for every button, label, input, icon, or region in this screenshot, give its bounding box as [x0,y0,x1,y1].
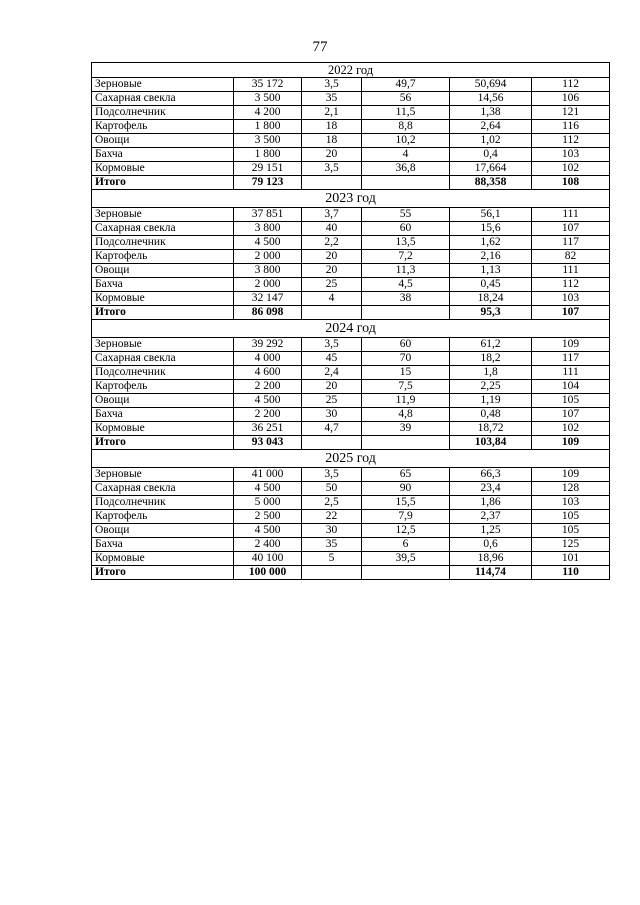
volume-cell: 0,4 [450,148,532,162]
value-cell: 56 [362,92,450,106]
yield-cell: 20 [302,148,362,162]
area-cell: 4 200 [234,106,302,120]
value-cell: 36,8 [362,162,450,176]
area-cell: 2 500 [234,510,302,524]
volume-cell: 1,62 [450,236,532,250]
yield-cell: 4,7 [302,422,362,436]
index-cell: 103 [532,496,610,510]
table-row [92,552,610,566]
index-cell: 108 [532,176,610,190]
value-cell: 15 [362,366,450,380]
table-row [92,222,610,236]
area-cell: 4 500 [234,236,302,250]
page-number: 77 [312,39,328,55]
yield-cell: 2,1 [302,106,362,120]
area-cell: 4 000 [234,352,302,366]
volume-cell: 1,19 [450,394,532,408]
index-cell: 117 [532,352,610,366]
total-row [92,436,610,450]
yield-cell: 3,5 [302,162,362,176]
crop-name-cell: Подсолнечник [92,366,234,380]
crop-name-cell: Подсолнечник [92,106,234,120]
value-cell: 70 [362,352,450,366]
yield-cell: 3,7 [302,208,362,222]
volume-cell: 1,13 [450,264,532,278]
volume-cell: 0,48 [450,408,532,422]
volume-cell: 61,2 [450,338,532,352]
value-cell: 11,5 [362,106,450,120]
table-row [92,366,610,380]
table-row [92,92,610,106]
index-cell: 103 [532,148,610,162]
volume-cell: 17,664 [450,162,532,176]
area-cell: 35 172 [234,78,302,92]
area-cell: 2 400 [234,538,302,552]
area-cell: 79 123 [234,176,302,190]
crop-name-cell: Зерновые [92,78,234,92]
area-cell: 36 251 [234,422,302,436]
value-cell: 4,5 [362,278,450,292]
year-header-row [92,450,610,468]
area-cell: 1 800 [234,120,302,134]
crop-name-cell: Зерновые [92,208,234,222]
table-row [92,510,610,524]
total-row [92,176,610,190]
crop-name-cell: Картофель [92,120,234,134]
crop-name-cell: Зерновые [92,338,234,352]
value-cell: 60 [362,338,450,352]
value-cell: 7,2 [362,250,450,264]
year-heading: 2022 год [92,63,610,78]
value-cell: 10,2 [362,134,450,148]
volume-cell: 103,84 [450,436,532,450]
volume-cell: 18,96 [450,552,532,566]
value-cell: 7,5 [362,380,450,394]
crop-name-cell: Итого [92,306,234,320]
yield-cell: 50 [302,482,362,496]
table-row [92,394,610,408]
area-cell: 5 000 [234,496,302,510]
value-cell [362,176,450,190]
crop-name-cell: Бахча [92,408,234,422]
volume-cell: 66,3 [450,468,532,482]
crop-name-cell: Бахча [92,278,234,292]
table-row [92,408,610,422]
yield-cell: 45 [302,352,362,366]
total-row [92,306,610,320]
index-cell: 102 [532,162,610,176]
crop-name-cell: Картофель [92,250,234,264]
value-cell: 90 [362,482,450,496]
value-cell: 11,3 [362,264,450,278]
crop-name-cell: Овощи [92,524,234,538]
value-cell [362,566,450,580]
index-cell: 117 [532,236,610,250]
table-row [92,278,610,292]
table-row [92,148,610,162]
value-cell [362,306,450,320]
value-cell: 38 [362,292,450,306]
yield-cell: 18 [302,134,362,148]
total-row [92,566,610,580]
volume-cell: 1,86 [450,496,532,510]
crop-name-cell: Кормовые [92,422,234,436]
table-row [92,120,610,134]
volume-cell: 2,25 [450,380,532,394]
value-cell: 39 [362,422,450,436]
volume-cell: 0,6 [450,538,532,552]
volume-cell: 1,38 [450,106,532,120]
crop-name-cell: Сахарная свекла [92,92,234,106]
yield-cell: 20 [302,250,362,264]
yield-cell: 25 [302,278,362,292]
year-header-row [92,190,610,208]
volume-cell: 2,64 [450,120,532,134]
volume-cell: 2,37 [450,510,532,524]
index-cell: 112 [532,278,610,292]
value-cell: 4,8 [362,408,450,422]
crop-name-cell: Подсолнечник [92,236,234,250]
value-cell: 4 [362,148,450,162]
value-cell: 8,8 [362,120,450,134]
value-cell: 55 [362,208,450,222]
volume-cell: 88,358 [450,176,532,190]
value-cell: 15,5 [362,496,450,510]
area-cell: 2 000 [234,278,302,292]
index-cell: 112 [532,78,610,92]
index-cell: 121 [532,106,610,120]
yield-cell: 20 [302,264,362,278]
volume-cell: 56,1 [450,208,532,222]
table-row [92,250,610,264]
table-row [92,292,610,306]
yield-cell: 30 [302,524,362,538]
area-cell: 4 500 [234,394,302,408]
value-cell: 7,9 [362,510,450,524]
yield-cell [302,306,362,320]
index-cell: 111 [532,208,610,222]
volume-cell: 14,56 [450,92,532,106]
table-row [92,482,610,496]
crop-name-cell: Сахарная свекла [92,482,234,496]
table-row [92,380,610,394]
crop-name-cell: Бахча [92,538,234,552]
crop-name-cell: Сахарная свекла [92,222,234,236]
index-cell: 128 [532,482,610,496]
index-cell: 105 [532,510,610,524]
index-cell: 107 [532,408,610,422]
table-row [92,338,610,352]
crop-name-cell: Итого [92,436,234,450]
index-cell: 105 [532,394,610,408]
value-cell: 6 [362,538,450,552]
value-cell: 49,7 [362,78,450,92]
index-cell: 109 [532,338,610,352]
area-cell: 37 851 [234,208,302,222]
year-heading: 2025 год [92,450,610,468]
index-cell: 111 [532,264,610,278]
crop-name-cell: Кормовые [92,552,234,566]
yield-cell: 2,2 [302,236,362,250]
table-row [92,208,610,222]
area-cell: 4 500 [234,524,302,538]
index-cell: 107 [532,306,610,320]
index-cell: 101 [532,552,610,566]
index-cell: 102 [532,422,610,436]
index-cell: 104 [532,380,610,394]
crop-name-cell: Картофель [92,510,234,524]
crop-name-cell: Бахча [92,148,234,162]
value-cell [362,436,450,450]
table-row [92,78,610,92]
yield-cell: 35 [302,92,362,106]
yield-cell: 20 [302,380,362,394]
volume-cell: 23,4 [450,482,532,496]
yield-cell: 5 [302,552,362,566]
area-cell: 4 600 [234,366,302,380]
yield-cell: 2,5 [302,496,362,510]
value-cell: 12,5 [362,524,450,538]
yield-cell: 3,5 [302,468,362,482]
table-row [92,524,610,538]
crop-name-cell: Подсолнечник [92,496,234,510]
area-cell: 3 800 [234,222,302,236]
value-cell: 13,5 [362,236,450,250]
area-cell: 2 200 [234,380,302,394]
value-cell: 39,5 [362,552,450,566]
yield-cell: 18 [302,120,362,134]
year-header-row [92,320,610,338]
area-cell: 93 043 [234,436,302,450]
volume-cell: 2,16 [450,250,532,264]
volume-cell: 18,72 [450,422,532,436]
year-heading: 2024 год [92,320,610,338]
table-row [92,496,610,510]
crop-name-cell: Овощи [92,134,234,148]
year-header-row [92,63,610,78]
index-cell: 110 [532,566,610,580]
value-cell: 60 [362,222,450,236]
area-cell: 39 292 [234,338,302,352]
index-cell: 106 [532,92,610,106]
volume-cell: 95,3 [450,306,532,320]
crop-name-cell: Итого [92,566,234,580]
value-cell: 11,9 [362,394,450,408]
crop-name-cell: Овощи [92,394,234,408]
volume-cell: 1,25 [450,524,532,538]
area-cell: 2 000 [234,250,302,264]
crop-name-cell: Кормовые [92,162,234,176]
volume-cell: 18,2 [450,352,532,366]
table-row [92,134,610,148]
yield-cell [302,566,362,580]
crop-name-cell: Овощи [92,264,234,278]
value-cell: 65 [362,468,450,482]
area-cell: 2 200 [234,408,302,422]
yield-cell [302,436,362,450]
crop-name-cell: Итого [92,176,234,190]
crop-name-cell: Сахарная свекла [92,352,234,366]
index-cell: 82 [532,250,610,264]
volume-cell: 0,45 [450,278,532,292]
area-cell: 40 100 [234,552,302,566]
volume-cell: 15,6 [450,222,532,236]
volume-cell: 18,24 [450,292,532,306]
table-row [92,468,610,482]
table-row [92,352,610,366]
index-cell: 125 [532,538,610,552]
table-row [92,106,610,120]
volume-cell: 1,02 [450,134,532,148]
area-cell: 3 500 [234,134,302,148]
index-cell: 103 [532,292,610,306]
index-cell: 111 [532,366,610,380]
table-row [92,538,610,552]
yield-cell: 30 [302,408,362,422]
area-cell: 100 000 [234,566,302,580]
area-cell: 41 000 [234,468,302,482]
index-cell: 109 [532,468,610,482]
index-cell: 116 [532,120,610,134]
yield-cell: 22 [302,510,362,524]
area-cell: 1 800 [234,148,302,162]
crop-name-cell: Зерновые [92,468,234,482]
area-cell: 86 098 [234,306,302,320]
yield-cell: 2,4 [302,366,362,380]
area-cell: 3 500 [234,92,302,106]
area-cell: 29 151 [234,162,302,176]
year-heading: 2023 год [92,190,610,208]
table-row [92,264,610,278]
volume-cell: 50,694 [450,78,532,92]
crop-name-cell: Картофель [92,380,234,394]
volume-cell: 1,8 [450,366,532,380]
area-cell: 4 500 [234,482,302,496]
yield-cell: 4 [302,292,362,306]
index-cell: 109 [532,436,610,450]
area-cell: 3 800 [234,264,302,278]
table-row [92,236,610,250]
yield-cell: 3,5 [302,338,362,352]
yield-cell: 35 [302,538,362,552]
index-cell: 107 [532,222,610,236]
crop-name-cell: Кормовые [92,292,234,306]
volume-cell: 114,74 [450,566,532,580]
yield-cell: 3,5 [302,78,362,92]
table-row [92,422,610,436]
yield-cell [302,176,362,190]
yield-cell: 25 [302,394,362,408]
index-cell: 105 [532,524,610,538]
yield-cell: 40 [302,222,362,236]
table-row [92,162,610,176]
crop-production-table [91,62,610,580]
area-cell: 32 147 [234,292,302,306]
index-cell: 112 [532,134,610,148]
